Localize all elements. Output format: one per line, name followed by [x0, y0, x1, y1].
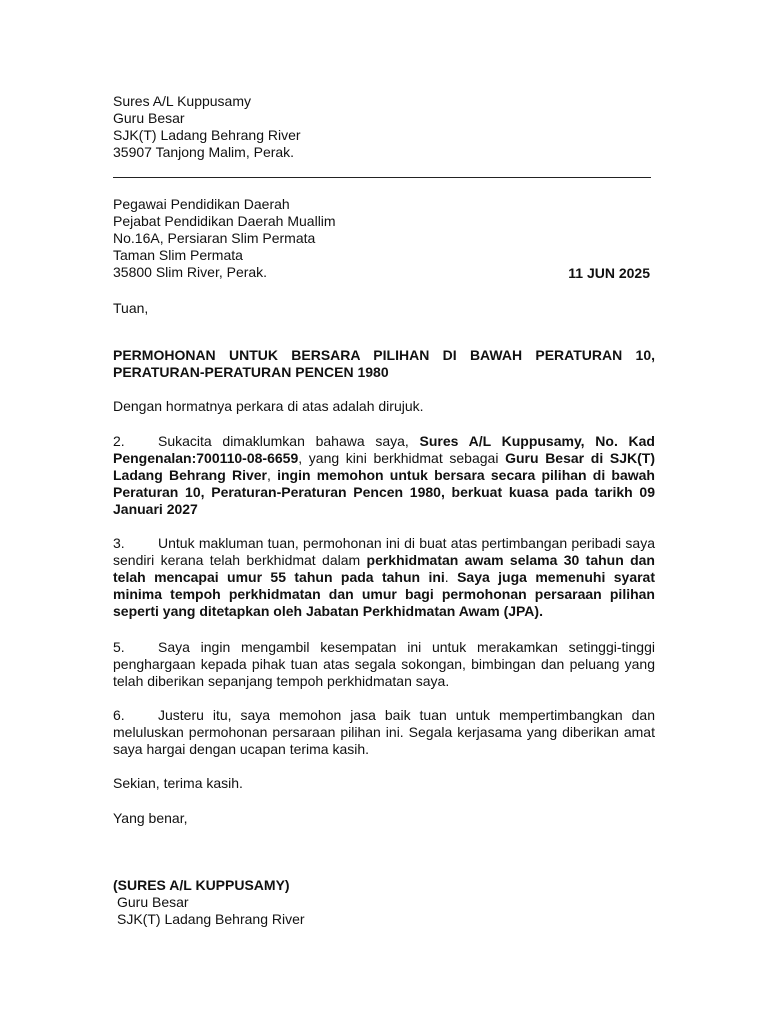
- paragraph-6: 6. Justeru itu, saya memohon jasa baik tuan untuk mempertimbangkan dan meluluskan permohonan persaraan pilihan ini. Segala kerjasama yang diberikan amat saya hargai dengan ucapan terima kasih.: [113, 707, 655, 757]
- closing-line: Sekian, terima kasih.: [113, 775, 243, 791]
- letter-date: 11 JUN 2025: [568, 265, 650, 281]
- salutation: Tuan,: [113, 300, 149, 316]
- sender-address: [113, 93, 655, 161]
- recipient-line-3: No.16A, Persiaran Slim Permata: [113, 230, 316, 246]
- paragraph-number: 2.: [113, 433, 125, 449]
- sender-name: Sures A/L Kuppusamy: [113, 93, 252, 109]
- signature-block: [113, 877, 655, 928]
- sign-off: Yang benar,: [113, 810, 188, 826]
- paragraph-number: 3.: [113, 535, 125, 551]
- opening-line: Dengan hormatnya perkara di atas adalah dirujuk.: [113, 398, 424, 414]
- signature-name: (SURES A/L KUPPUSAMY): [113, 877, 290, 893]
- sender-city: 35907 Tanjong Malim, Perak.: [113, 144, 295, 160]
- recipient-line-2: Pejabat Pendidikan Daerah Muallim: [113, 213, 336, 229]
- paragraph-3: 3. Untuk makluman tuan, permohonan ini di buat atas pertimbangan peribadi saya sendiri kerana telah berkhidmat dalam perkhidmatan awam selama 30 tahun dan telah mencapai umur 55 tahun pada tahun ini. Saya juga memenuhi syarat minima tempoh perkhidmatan dan umur bagi permohonan persaraan pilihan seperti yang ditetapkan oleh Jabatan Perkhidmatan Awam (JPA).: [113, 535, 655, 619]
- sender-position: Guru Besar: [113, 110, 185, 126]
- sender-school: SJK(T) Ladang Behrang River: [113, 127, 301, 143]
- paragraph-5: 5. Saya ingin mengambil kesempatan ini untuk merakamkan setinggi-tinggi penghargaan kepada pihak tuan atas segala sokongan, bimbingan dan peluang yang telah diberikan sepanjang tempoh perkhidmatan saya.: [113, 639, 655, 689]
- recipient-line-5: 35800 Slim River, Perak.: [113, 264, 268, 280]
- letter-subject: PERMOHONAN UNTUK BERSARA PILIHAN DI BAWAH PERATURAN 10, PERATURAN-PERATURAN PENCEN 1980: [113, 347, 655, 380]
- recipient-line-1: Pegawai Pendidikan Daerah: [113, 196, 290, 212]
- paragraph-2: 2. Sukacita dimaklumkan bahawa saya, Sures A/L Kuppusamy, No. Kad Pengenalan:700110-08-6659, yang kini berkhidmat sebagai Guru Besar di SJK(T) Ladang Behrang River, ingin memohon untuk bersara secara pilihan di bawah Peraturan 10, Peraturan-Peraturan Pencen 1980, berkuat kuasa pada tarikh 09 Januari 2027: [113, 433, 655, 517]
- signature-school: SJK(T) Ladang Behrang River: [117, 911, 305, 927]
- signature-position: Guru Besar: [117, 894, 189, 910]
- paragraph-number: 6.: [113, 707, 125, 723]
- recipient-line-4: Taman Slim Permata: [113, 247, 243, 263]
- paragraph-number: 5.: [113, 639, 125, 655]
- header-divider: [113, 177, 651, 178]
